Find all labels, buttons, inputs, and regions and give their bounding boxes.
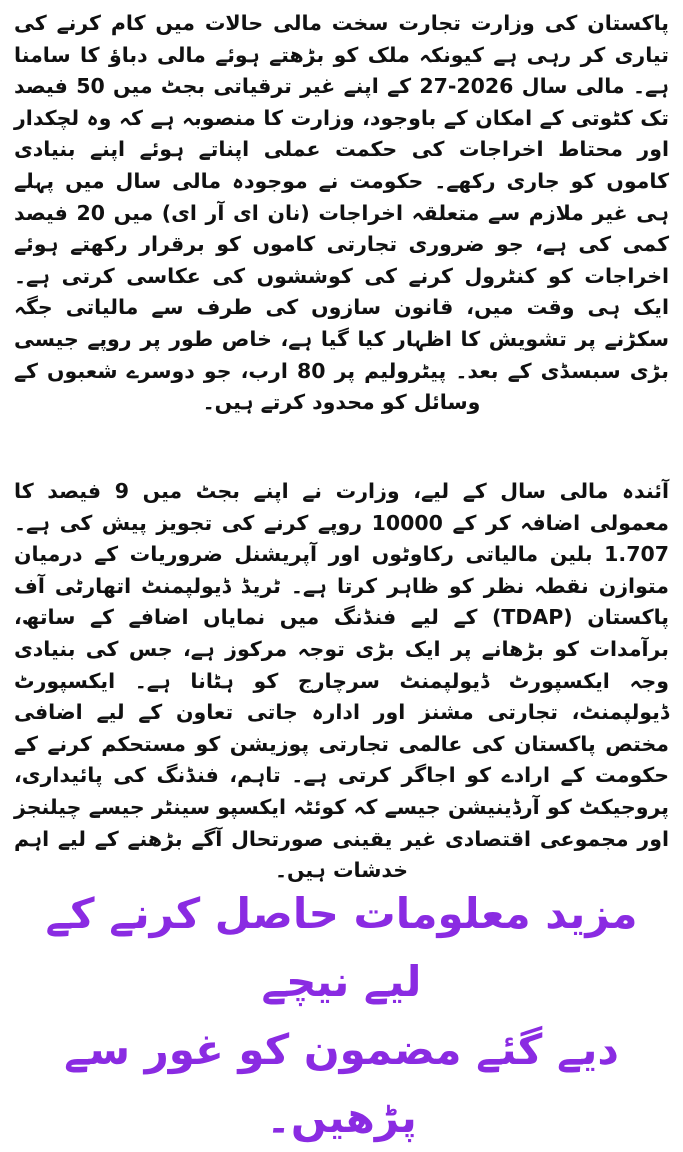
- article-paragraph-2: آئندہ مالی سال کے لیے، وزارت نے اپنے بجٹ میں 9 فیصد کا معمولی اضافہ کر کے 10000 روپے کرنے کی تجویز پیش کی ہے۔ 1.707 بلین مالیاتی رکاوٹوں اور آپریشنل ضروریات کے درمیان متوازن نقطہ نظر کو ظاہر کرتا ہے۔ ٹریڈ ڈیولپمنٹ اتھارٹی آف پاکستان (TDAP) کے لیے فنڈنگ میں نمایاں اضافے کے ساتھ، برآمدات کو بڑھانے پر ایک بڑی توجہ مرکوز ہے، جس کی بنیادی وجہ ایکسپورٹ ڈیولپمنٹ سرچارج کو ہٹانا ہے۔ ایکسپورٹ ڈیولپمنٹ، تجارتی مشنز اور ادارہ جاتی تعاون کے لیے اضافی مختص پاکستان کی عالمی تجارتی پوزیشن کو مستحکم کرنے کے حکومت کے ارادے کو اجاگر کرتی ہے۔ تاہم، فنڈنگ کی پائیداری، پروجیکٹ کو آرڈینیشن جیسے کہ کوئٹہ ایکسپو سینٹر جیسے چیلنجز اور مجموعی اقتصادی غیر یقینی صورتحال آگے بڑھنے کے لیے اہم خدشات ہیں۔: [14, 479, 669, 883]
- article-paragraph-1: پاکستان کی وزارت تجارت سخت مالی حالات میں کام کرنے کی تیاری کر رہی ہے کیونکہ ملک کو بڑھتے ہوئے مالی دباؤ کا سامنا ہے۔ مالی سال 2026-27 کے اپنے غیر ترقیاتی بجٹ میں 50 فیصد تک کٹوتی کے امکان کے باوجود، وزارت کا منصوبہ ہے کہ وہ لچکدار اور محتاط اخراجات کی حکمت عملی اپناتے ہوئے اپنے بنیادی کاموں کو جاری رکھے۔ حکومت نے موجودہ مالی سال میں پہلے ہی غیر ملازم سے متعلقہ اخراجات (نان ای آر ای) میں 20 فیصد کمی کی ہے، جو ضروری تجارتی کاموں کو برقرار رکھتے ہوئے اخراجات کو کنٹرول کرنے کی کوششوں کی عکاسی کرتی ہے۔ ایک ہی وقت میں، قانون سازوں کی طرف سے مالیاتی جگہ سکڑنے پر تشویش کا اظہار کیا گیا ہے، خاص طور پر روپے جیسی بڑی سبسڈی کے بعد۔ پیٹرولیم پر 80 ارب، جو دوسرے شعبوں کے وسائل کو محدود کرتے ہیں۔: [14, 11, 669, 415]
- read-more-line-2: دیے گئے مضمون کو غور سے پڑھیں۔: [64, 1025, 619, 1142]
- read-more-callout: [10, 880, 673, 1152]
- read-more-line-1: مزید معلومات حاصل کرنے کے لیے نیچے: [45, 889, 638, 1006]
